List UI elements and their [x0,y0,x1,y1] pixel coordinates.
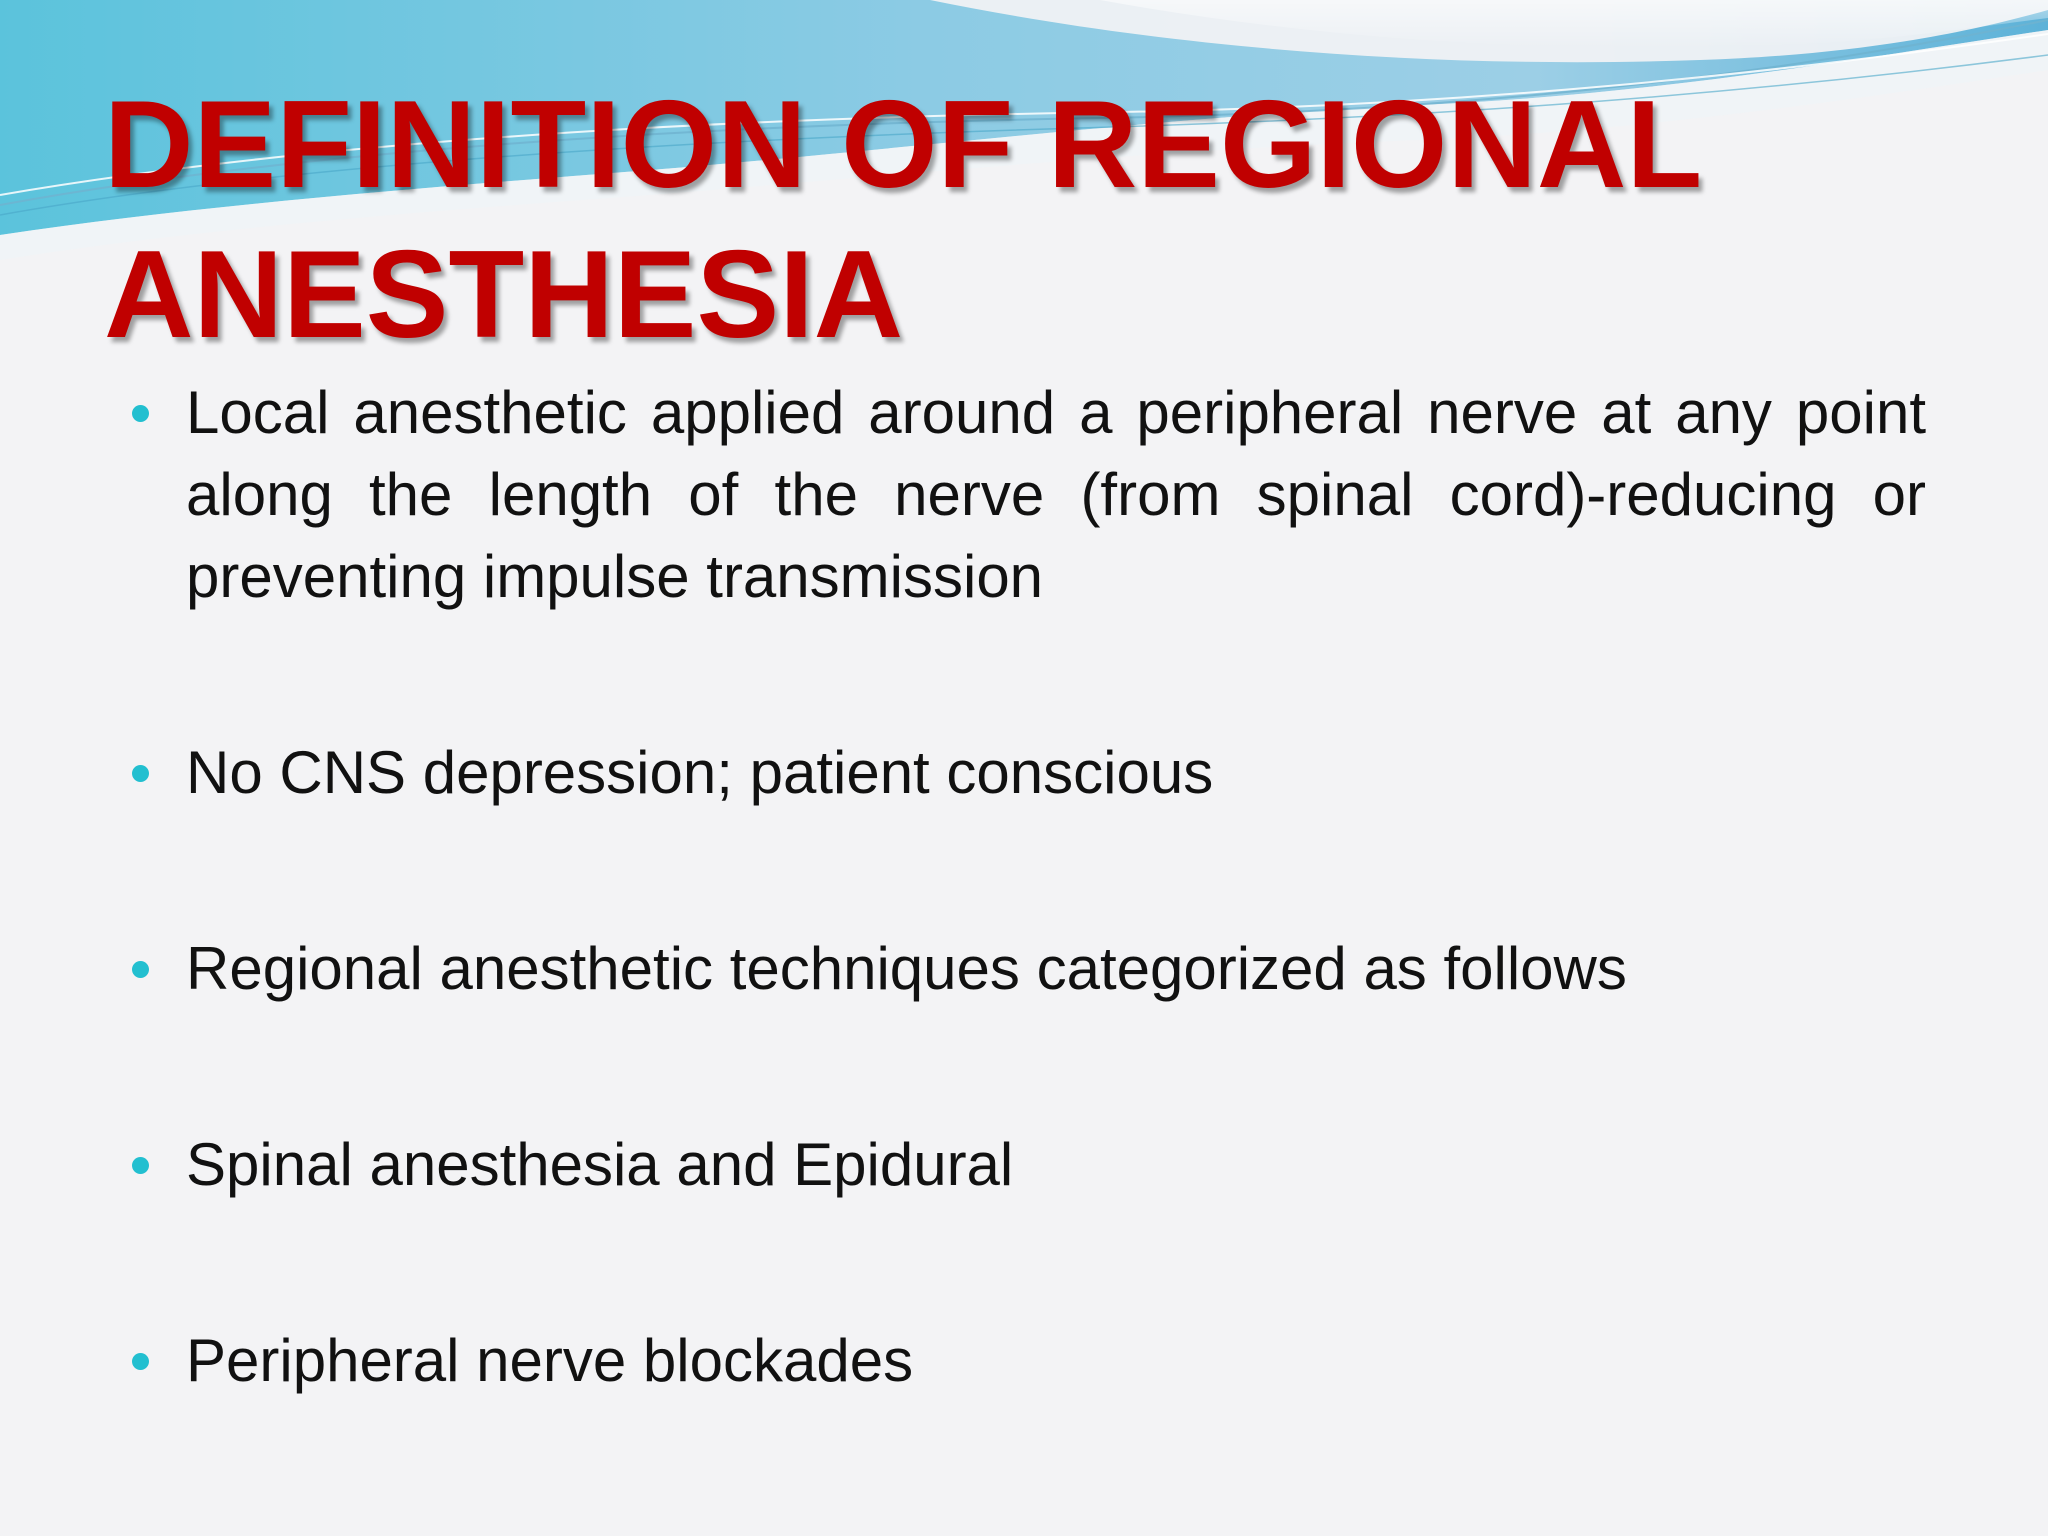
slide-title: DEFINITION OF REGIONAL ANESTHESIA [104,76,1700,364]
bullet-dot-icon [132,405,149,422]
bullet-item [126,732,1926,814]
bullet-dot-icon [132,961,149,978]
bullet-item [126,372,1926,618]
bullet-text: Regional anesthetic techniques categorized as follows [186,935,1627,1002]
bullet-text: Local anesthetic applied around a peripheral nerve at any point along the length of the nerve (from spinal cord)-reducing or preventing impulse transmission [186,379,1926,610]
bullet-dot-icon [132,765,149,782]
bullet-item [126,928,1926,1010]
bullet-text: Peripheral nerve blockades [186,1327,914,1394]
bullet-item [126,1320,1926,1402]
bullet-item [126,1124,1926,1206]
bullet-list [126,372,1926,1402]
bullet-dot-icon [132,1353,149,1370]
bullet-text: No CNS depression; patient conscious [186,739,1214,806]
bullet-text: Spinal anesthesia and Epidural [186,1131,1014,1198]
bullet-dot-icon [132,1157,149,1174]
